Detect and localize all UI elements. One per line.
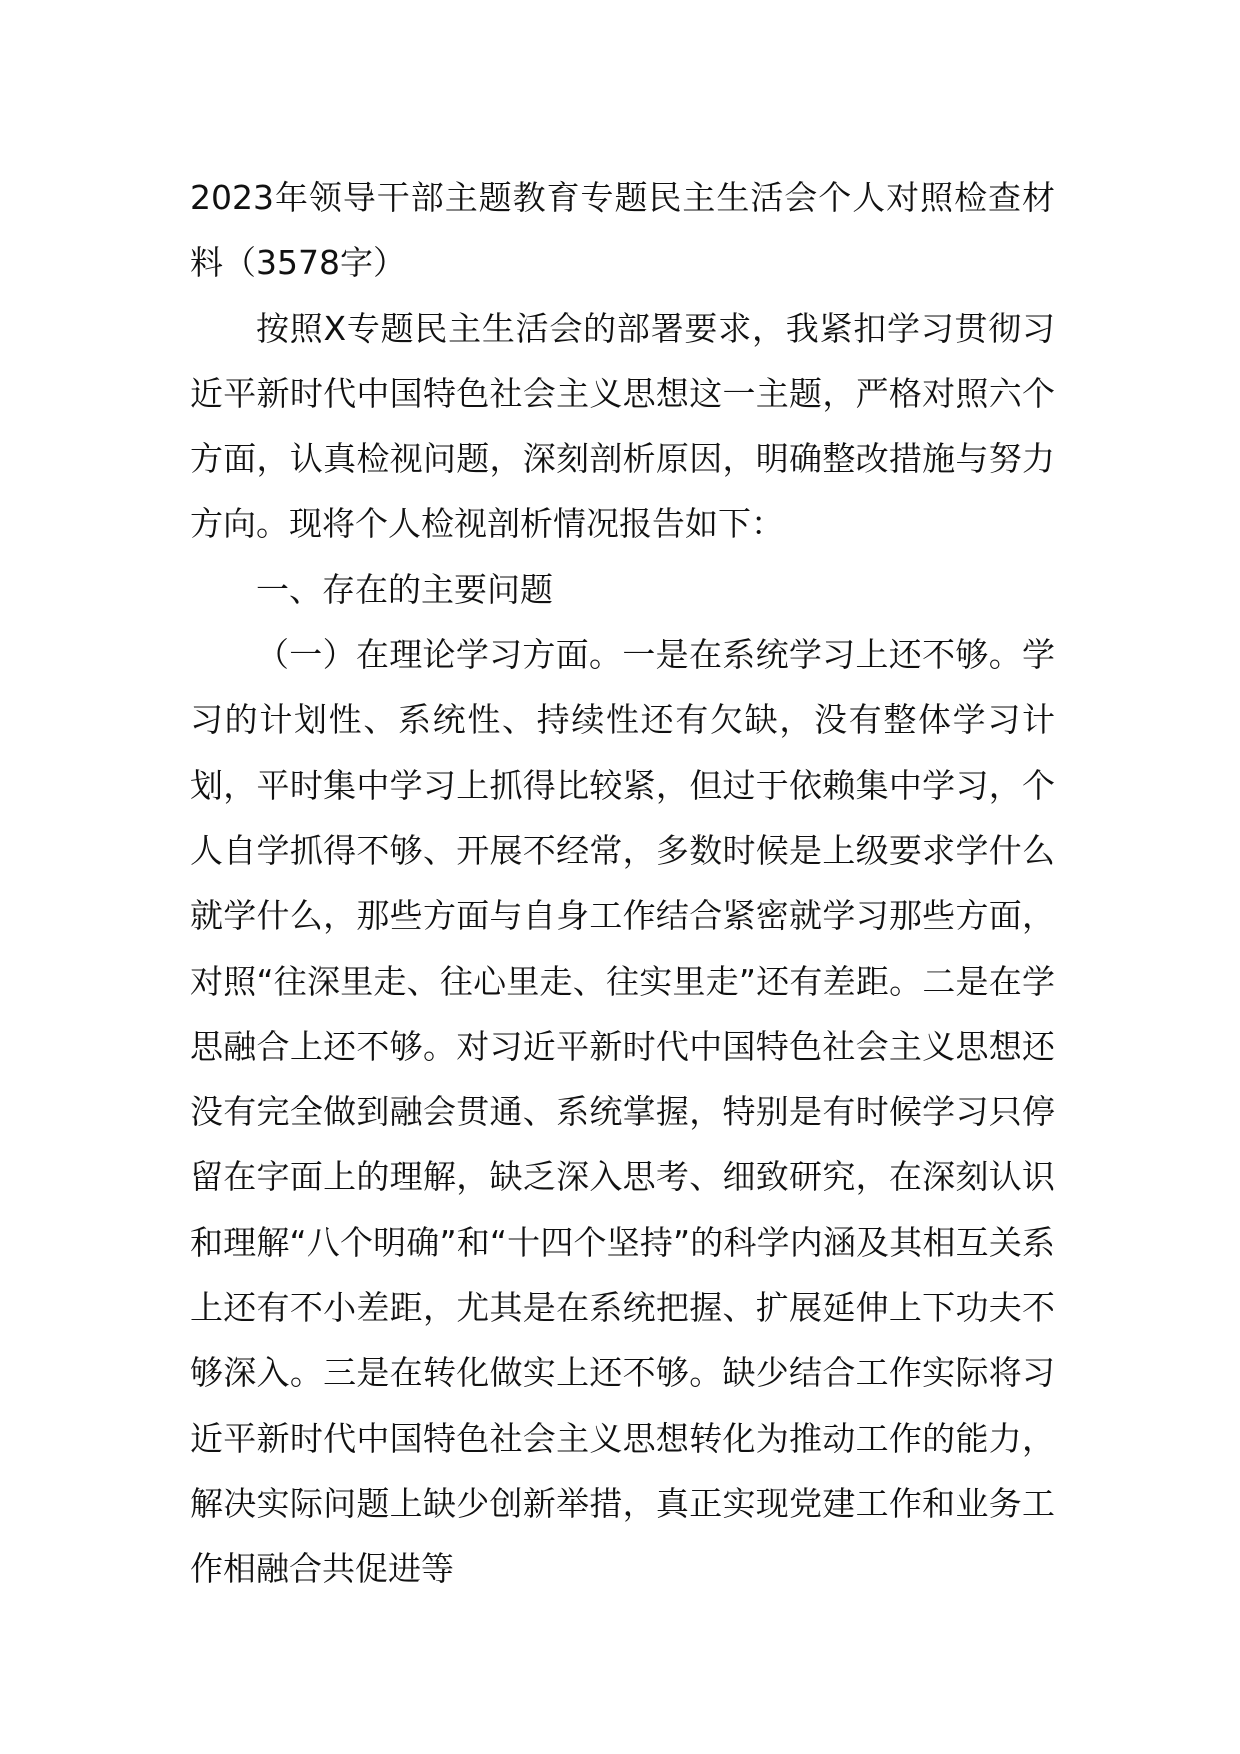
section-heading: 一、存在的主要问题	[256, 569, 553, 609]
section-paragraph: （一）在理论学习方面。一是在系统学习上还不够。学习的计划性、系统性、持续性还有欠缺，没有整体学习计划，平时集中学习上抓得比较紧，但过于依赖集中学习，个人自学抓得不够、开展不经常，多数时候是上级要求学什么就学什么，那些方面与自身工作结合紧密就学习那些方面，对照“往深里走、往心里走、往实里走”还有差距。二是在学思融合上还不够。对习近平新时代中国特色社会主义思想还没有完全做到融会贯通、系统掌握，特别是有时候学习只停留在字面上的理解，缺乏深入思考、细致研究，在深刻认识和理解“八个明确”和“十四个坚持”的科学内涵及其相互关系上还有不小差距，尤其是在系统把握、扩展延伸上下功夫不够深入。三是在转化做实上还不够。缺少结合工作实际将习近平新时代中国特色社会主义思想转化为推动工作的能力，解决实际问题上缺少创新举措，真正实现党建工作和业务工作相融合共促进等	[190, 635, 1055, 1589]
document-title: 2023年领导干部主题教育专题民主生活会个人对照检查材料（3578字）	[190, 178, 1055, 283]
intro-paragraph: 按照X专题民主生活会的部署要求，我紧扣学习贯彻习近平新时代中国特色社会主义思想这一主题，严格对照六个方面，认真检视问题，深刻剖析原因，明确整改措施与努力方向。现将个人检视剖析情况报告如下：	[190, 308, 1055, 544]
document-body	[190, 165, 1055, 1602]
